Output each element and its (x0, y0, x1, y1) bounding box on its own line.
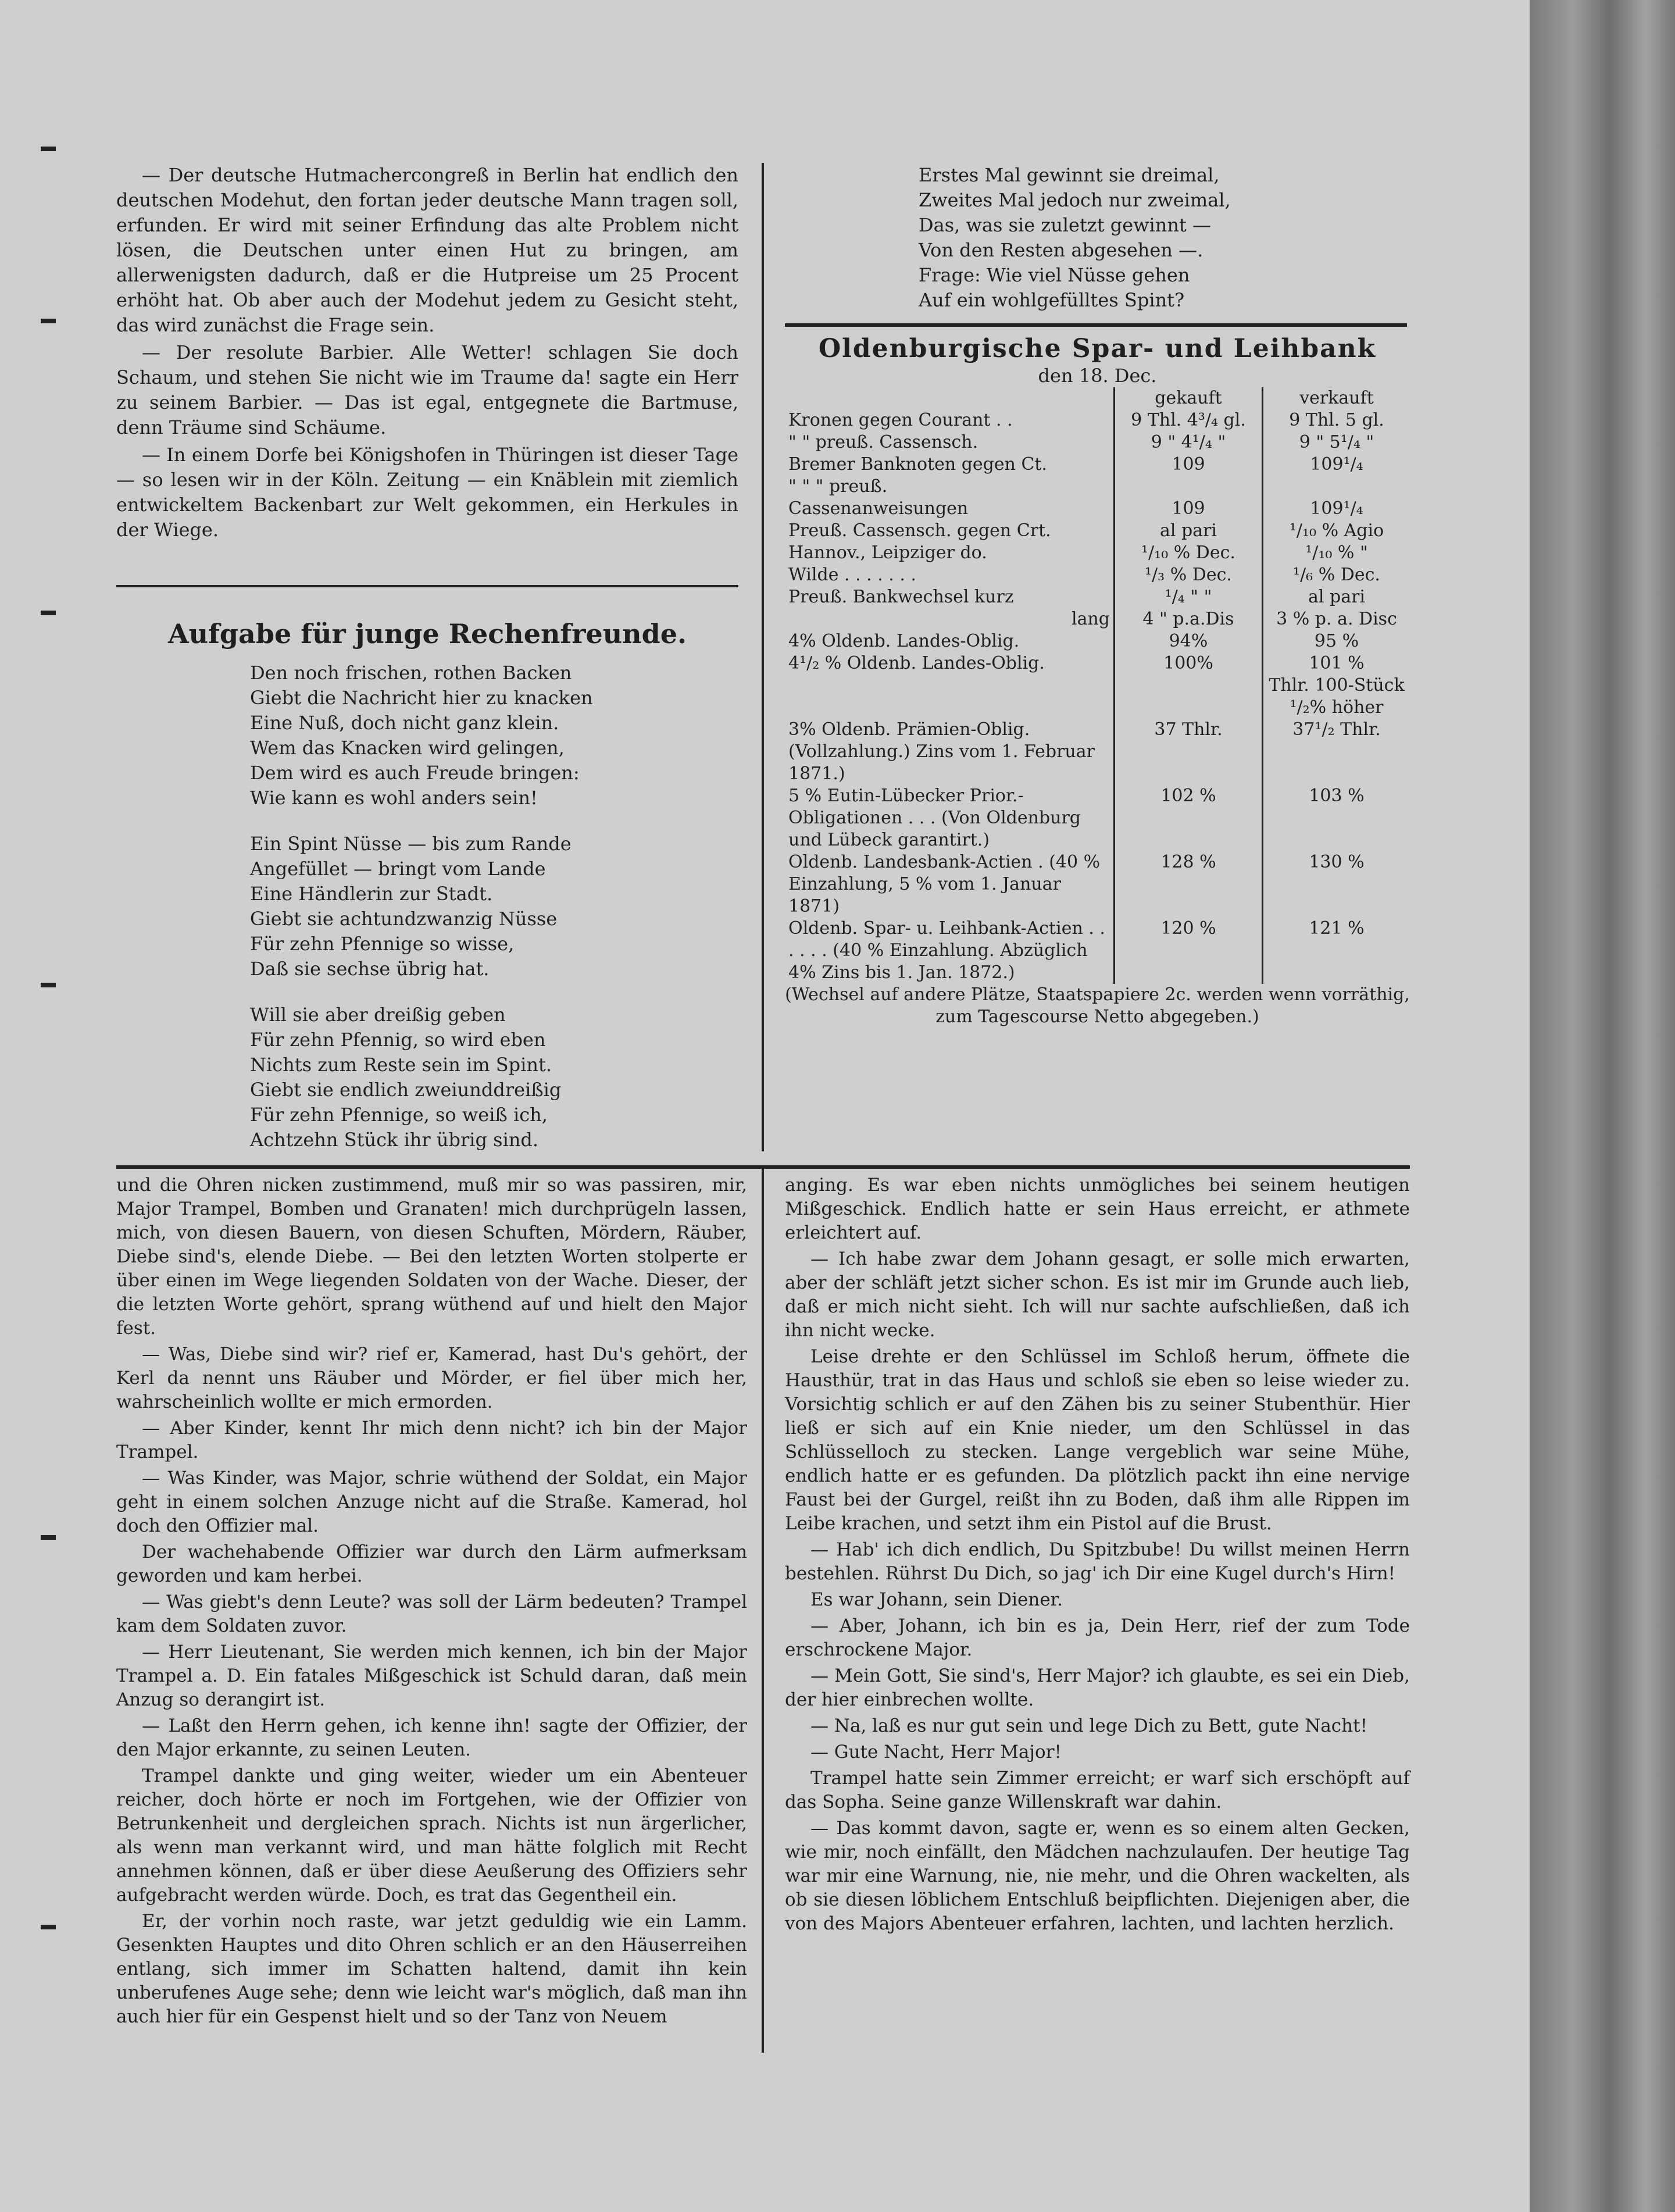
margin-mark (41, 1535, 56, 1540)
row-label (785, 675, 1115, 697)
bought-value: 120 % (1115, 918, 1263, 984)
bought-value: 100% (1115, 652, 1263, 675)
bank-date: den 18. Dec. (1038, 365, 1157, 387)
table-row (785, 498, 1410, 520)
bank-rates-block (785, 334, 1410, 1028)
story-paragraph: — Laßt den Herrn gehen, ich kenne ihn! sagte der Offizier, der den Major erkannte, zu seinen Leuten. (116, 1715, 747, 1760)
verse-line: Giebt die Nachricht hier zu knacken (250, 687, 593, 709)
row-label: Preuß. Bankwechsel kurz (788, 587, 1014, 607)
row-label (785, 697, 1115, 719)
story-paragraph: Trampel hatte sein Zimmer erreicht; er warf sich erschöpft auf das Sopha. Seine ganze Willenskraft war dahin. (785, 1768, 1410, 1813)
row-label: Oldenb. Landesbank-Actien . (40 % Einzahlung, 5 % vom 1. Januar 1871) (788, 852, 1101, 916)
verse-line: Daß sie sechse übrig hat. (250, 958, 490, 980)
story-paragraph: — Herr Lieutenant, Sie werden mich kennen, ich bin der Major Trampel a. D. Ein fatales Mißgeschick ist Schuld daran, daß mein Anzug so derangirt ist. (116, 1642, 747, 1710)
verse-line: Für zehn Pfennige, so weiß ich, (250, 1104, 548, 1126)
bought-value: 9 Thl. 4³/₄ gl. (1115, 409, 1263, 431)
row-label: Bremer Banknoten gegen Ct. (788, 454, 1048, 474)
story-paragraph: — Na, laß es nur gut sein und lege Dich zu Bett, gute Nacht! (810, 1715, 1368, 1736)
story-paragraph: — Aber, Johann, ich bin es ja, Dein Herr, rief der zum Tode erschrockene Major. (785, 1615, 1410, 1660)
row-label: Kronen gegen Courant . . (788, 410, 1013, 430)
riddle-stanza-4 (919, 163, 1410, 313)
riddle-stanza-3 (250, 1002, 738, 1153)
bought-value: al pari (1115, 520, 1263, 542)
story-paragraph: — Was giebt's denn Leute? was soll der Lärm bedeuten? Trampel kam dem Soldaten zuvor. (116, 1592, 747, 1636)
story-paragraph: — Ich habe zwar dem Johann gesagt, er solle mich erwarten, aber der schläft jetzt sicher schon. Es ist mir im Grunde auch lieb, daß er mich nicht sieht. Ich will nur sachte aufschließen, daß ich ihn nicht wecke. (785, 1248, 1410, 1341)
row-label: " " preuß. Cassensch. (788, 432, 978, 452)
column-header-bought: gekauft (1115, 387, 1263, 409)
news-item: — In einem Dorfe bei Königshofen in Thüringen ist dieser Tage — so lesen wir in der Köln. Zeitung — ein Knäblein mit ziemlich entwickeltem Backenbart zur Welt gekommen, ein Herkules in der Wiege. (116, 444, 738, 541)
verse-line: Den noch frischen, rothen Backen (250, 662, 572, 684)
bought-value (1115, 697, 1263, 719)
verse-line: Auf ein wohlgefülltes Spint? (919, 289, 1185, 311)
verse-line: Eine Händlerin zur Stadt. (250, 883, 493, 905)
riddle-stanza-1 (250, 661, 738, 811)
row-label: Wilde . . . . . . . (788, 565, 916, 585)
story-column-right (785, 1173, 1410, 1938)
bought-value: 128 % (1115, 851, 1263, 918)
margin-mark (41, 319, 56, 323)
table-row (785, 431, 1410, 454)
news-item: — Der deutsche Hutmachercongreß in Berlin hat endlich den deutschen Modehut, den fortan jeder deutsche Mann tragen soll, erfunden. Er wird mit seiner Erfindung das alte Problem nicht lösen, die Deutschen unter einen Hut zu bringen, am allerwenigsten dadurch, daß er die Hutpreise um 25 Procent erhöht hat. Ob aber auch der Modehut jedem zu Gesicht steht, das wird zunächst die Frage sein. (116, 164, 738, 336)
margin-mark (41, 147, 56, 151)
marbled-binding-edge (1530, 0, 1675, 2212)
verse-line: Ein Spint Nüsse — bis zum Rande (250, 833, 572, 855)
table-row (785, 697, 1410, 719)
verse-line: Nichts zum Reste sein im Spint. (250, 1054, 552, 1076)
row-label: 5 % Eutin-Lübecker Prior.-Obligationen . . . (Von Oldenburg und Lübeck garantirt.) (788, 786, 1081, 850)
sold-value: 103 % (1263, 785, 1410, 851)
verse-line: Angefüllet — bringt vom Lande (250, 858, 546, 880)
table-row (785, 675, 1410, 697)
table-row (785, 851, 1410, 918)
story-paragraph: — Gute Nacht, Herr Major! (810, 1742, 1062, 1763)
bought-value: 37 Thlr. (1115, 719, 1263, 785)
story-paragraph: — Hab' ich dich endlich, Du Spitzbube! Du willst meinen Herrn bestehlen. Rührst Du Dich, so jag' ich Dir eine Kugel durch's Hirn! (785, 1539, 1410, 1584)
row-label: 4% Oldenb. Landes-Oblig. (788, 631, 1020, 651)
sold-value: 109¹/₄ (1263, 498, 1410, 520)
bank-title: Oldenburgische Spar- und Leihbank (818, 334, 1377, 363)
story-column-left (116, 1173, 747, 2031)
table-row (785, 630, 1410, 652)
story-paragraph: — Was Kinder, was Major, schrie wüthend der Soldat, ein Major geht in einem solchen Anzuge nicht auf die Straße. Kamerad, hol doch den Offizier mal. (116, 1468, 747, 1536)
sold-value (1263, 476, 1410, 498)
right-top-column (785, 163, 1410, 313)
margin-mark (41, 983, 56, 987)
verse-line: Von den Resten abgesehen —. (919, 239, 1203, 261)
table-row (785, 520, 1410, 542)
bought-value: ¹/₃ % Dec. (1115, 564, 1263, 586)
story-paragraph: und die Ohren nicken zustimmend, muß mir so was passiren, mir, Major Trampel, Bomben und Granaten! mich durchprügeln lassen, mich, von diesen Bauern, von diesen Schuften, Mördern, Räuber, Diebe sind's, elende Diebe. — Bei den letzten Worten stolperte er über einen im Wege liegenden Soldaten von der Wache. Dieser, der die letzten Worte gehört, sprang wüthend auf und hielt den Major fest. (116, 1175, 747, 1339)
story-paragraph: Der wachehabende Offizier war durch den Lärm aufmerksam geworden und kam herbei. (116, 1542, 747, 1586)
margin-mark (41, 611, 56, 615)
row-label: 3% Oldenb. Prämien-Oblig. (Vollzahlung.) Zins vom 1. Februar 1871.) (788, 719, 1095, 784)
verse-line: Für zehn Pfennig, so wird eben (250, 1029, 546, 1051)
sold-value: 3 % p. a. Disc (1263, 608, 1410, 630)
column-rule (762, 163, 764, 1151)
bought-value: 102 % (1115, 785, 1263, 851)
story-paragraph: — Das kommt davon, sagte er, wenn es so einem alten Gecken, wie mir, noch einfällt, den Mädchen nachzulaufen. Der heutige Tag war mir eine Warnung, nie, nie mehr, und die Ohren wackelten, als ob sie diesen löblichem Entschluß beipflichten. Diejenigen aber, die von des Majors Abenteuer erfahren, lachten, und lachten herzlich. (785, 1818, 1410, 1934)
verse-line: Erstes Mal gewinnt sie dreimal, (919, 164, 1220, 186)
sold-value: Thlr. 100-Stück (1263, 675, 1410, 697)
bought-value (1115, 675, 1263, 697)
story-paragraph: Es war Johann, sein Diener. (810, 1589, 1063, 1610)
bought-value: 94% (1115, 630, 1263, 652)
verse-line: Wie kann es wohl anders sein! (250, 787, 538, 809)
sold-value: 101 % (1263, 652, 1410, 675)
table-row (785, 918, 1410, 984)
verse-line: Das, was sie zuletzt gewinnt — (919, 214, 1212, 236)
sold-value: ¹/₆ % Dec. (1263, 564, 1410, 586)
table-row (785, 564, 1410, 586)
bought-value: 109 (1115, 498, 1263, 520)
bought-value: 4 " p.a.Dis (1115, 608, 1263, 630)
sold-value: al pari (1263, 586, 1410, 608)
verse-line: Frage: Wie viel Nüsse gehen (919, 264, 1190, 286)
table-row (785, 719, 1410, 785)
verse-line: Eine Nuß, doch nicht ganz klein. (250, 712, 559, 734)
column-header-sold: verkauft (1263, 387, 1410, 409)
table-row (785, 785, 1410, 851)
story-paragraph: — Mein Gott, Sie sind's, Herr Major? ich glaubte, es sei ein Dieb, der hier einbrechen wollte. (785, 1665, 1410, 1710)
bought-value: ¹/₁₀ % Dec. (1115, 542, 1263, 564)
table-row (785, 608, 1410, 630)
verse-line: Dem wird es auch Freude bringen: (250, 762, 580, 784)
verse-line: Giebt sie achtundzwanzig Nüsse (250, 908, 558, 930)
bought-value: 9 " 4¹/₄ " (1115, 431, 1263, 454)
table-row (785, 409, 1410, 431)
story-paragraph: Er, der vorhin noch raste, war jetzt geduldig wie ein Lamm. Gesenkten Hauptes und dito Ohren schlich er an den Häuserreihen entlang, sich immer im Schatten haltend, damit ihn kein unberufenes Auge sehe; denn wie leicht war's möglich, daß man ihn auch hier für ein Gespenst hielt und so der Tanz von Neuem (116, 1911, 747, 2027)
story-paragraph: Trampel dankte und ging weiter, wieder um ein Abenteuer reicher, doch hörte er noch im Fortgehen, wie der Offizier von Betrunkenheit und dergleichen sprach. Nichts ist nun ärgerlicher, als wenn man verkannt wird, und man hätte folglich mit Recht annehmen können, daß er über diese Aeußerung des Offiziers sehr aufgebracht werden würde. Doch, es trat das Gegentheil ein. (116, 1765, 747, 1906)
table-row (785, 652, 1410, 675)
story-paragraph: — Aber Kinder, kennt Ihr mich denn nicht? ich bin der Major Trampel. (116, 1418, 747, 1462)
rates-table (785, 387, 1410, 984)
margin-mark (41, 1925, 56, 1929)
verse-line: Zweites Mal jedoch nur zweimal, (919, 189, 1231, 211)
sold-value: ¹/₂% höher (1263, 697, 1410, 719)
bank-footnote: (Wechsel auf andere Plätze, Staatspapiere 2c. werden wenn vorräthig, zum Tagescourse Netto abgegeben.) (785, 984, 1410, 1027)
riddle-title: Aufgabe für junge Rechenfreunde. (167, 618, 687, 650)
table-row (785, 586, 1410, 608)
story-paragraph: — Was, Diebe sind wir? rief er, Kamerad, hast Du's gehört, der Kerl da nennt uns Räuber und Mörder, er fiel über mich her, wahrscheinlich wollte er mich ermorden. (116, 1344, 747, 1412)
sold-value: 95 % (1263, 630, 1410, 652)
bought-value: 109 (1115, 454, 1263, 476)
sold-value: 37¹/₂ Thlr. (1263, 719, 1410, 785)
verse-line: Für zehn Pfennige so wisse, (250, 933, 515, 955)
sold-value: ¹/₁₀ % " (1263, 542, 1410, 564)
bought-value (1115, 476, 1263, 498)
bought-value: ¹/₄ " " (1115, 586, 1263, 608)
table-row (785, 454, 1410, 476)
row-label: lang (1071, 609, 1110, 629)
verse-line: Giebt sie endlich zweiunddreißig (250, 1079, 562, 1101)
row-label: Cassenanweisungen (788, 498, 969, 519)
verse-line: Will sie aber dreißig geben (250, 1004, 506, 1026)
verse-line: Wem das Knacken wird gelingen, (250, 737, 565, 759)
table-header (785, 387, 1410, 409)
sold-value: 9 " 5¹/₄ " (1263, 431, 1410, 454)
verse-line: Achtzehn Stück ihr übrig sind. (250, 1129, 539, 1151)
row-label: Preuß. Cassensch. gegen Crt. (788, 520, 1051, 541)
sold-value: ¹/₁₀ % Agio (1263, 520, 1410, 542)
riddle-stanza-2 (250, 832, 738, 982)
left-top-column (116, 163, 738, 545)
row-label: Oldenb. Spar- u. Leihbank-Actien . . . . . . (40 % Einzahlung. Abzüglich 4% Zins bis 1. Jan. 1872.) (788, 918, 1105, 983)
sold-value: 121 % (1263, 918, 1410, 984)
row-label: Hannov., Leipziger do. (788, 543, 987, 563)
news-item: — Der resolute Barbier. Alle Wetter! schlagen Sie doch Schaum, und stehen Sie nicht wie im Traume da! sagte ein Herr zu seinem Barbier. — Das ist egal, entgegnete die Bartmuse, denn Träume sind Schäume. (116, 341, 738, 438)
table-row (785, 542, 1410, 564)
sold-value: 109¹/₄ (1263, 454, 1410, 476)
table-row (785, 476, 1410, 498)
row-label: 4¹/₂ % Oldenb. Landes-Oblig. (788, 653, 1045, 673)
row-label: " " " preuß. (788, 476, 888, 497)
riddle-block (116, 616, 738, 1173)
story-paragraph: Leise drehte er den Schlüssel im Schloß herum, öffnete die Hausthür, trat in das Haus und schloß sie eben so leise wieder zu. Vorsichtig schlich er auf den Zähen bis zu seiner Stubenthür. Hier ließ er sich auf ein Knie nieder, um den Schlüssel in das Schlüsselloch zu stecken. Lange vergeblich war seine Mühe, endlich hatte er es gefunden. Da plötzlich packt ihn eine nervige Faust bei der Gurgel, reißt ihn zu Boden, daß ihm alle Rippen im Leibe krachen, und setzt ihm ein Pistol auf die Brust. (785, 1346, 1410, 1534)
sold-value: 9 Thl. 5 gl. (1263, 409, 1410, 431)
sold-value: 130 % (1263, 851, 1410, 918)
section-divider (785, 323, 1407, 327)
section-divider (116, 585, 738, 587)
story-paragraph: anging. Es war eben nichts unmögliches bei seinem heutigen Mißgeschick. Endlich hatte er sein Haus erreicht, er athmete erleichtert auf. (785, 1175, 1410, 1243)
column-rule (762, 1169, 764, 2053)
